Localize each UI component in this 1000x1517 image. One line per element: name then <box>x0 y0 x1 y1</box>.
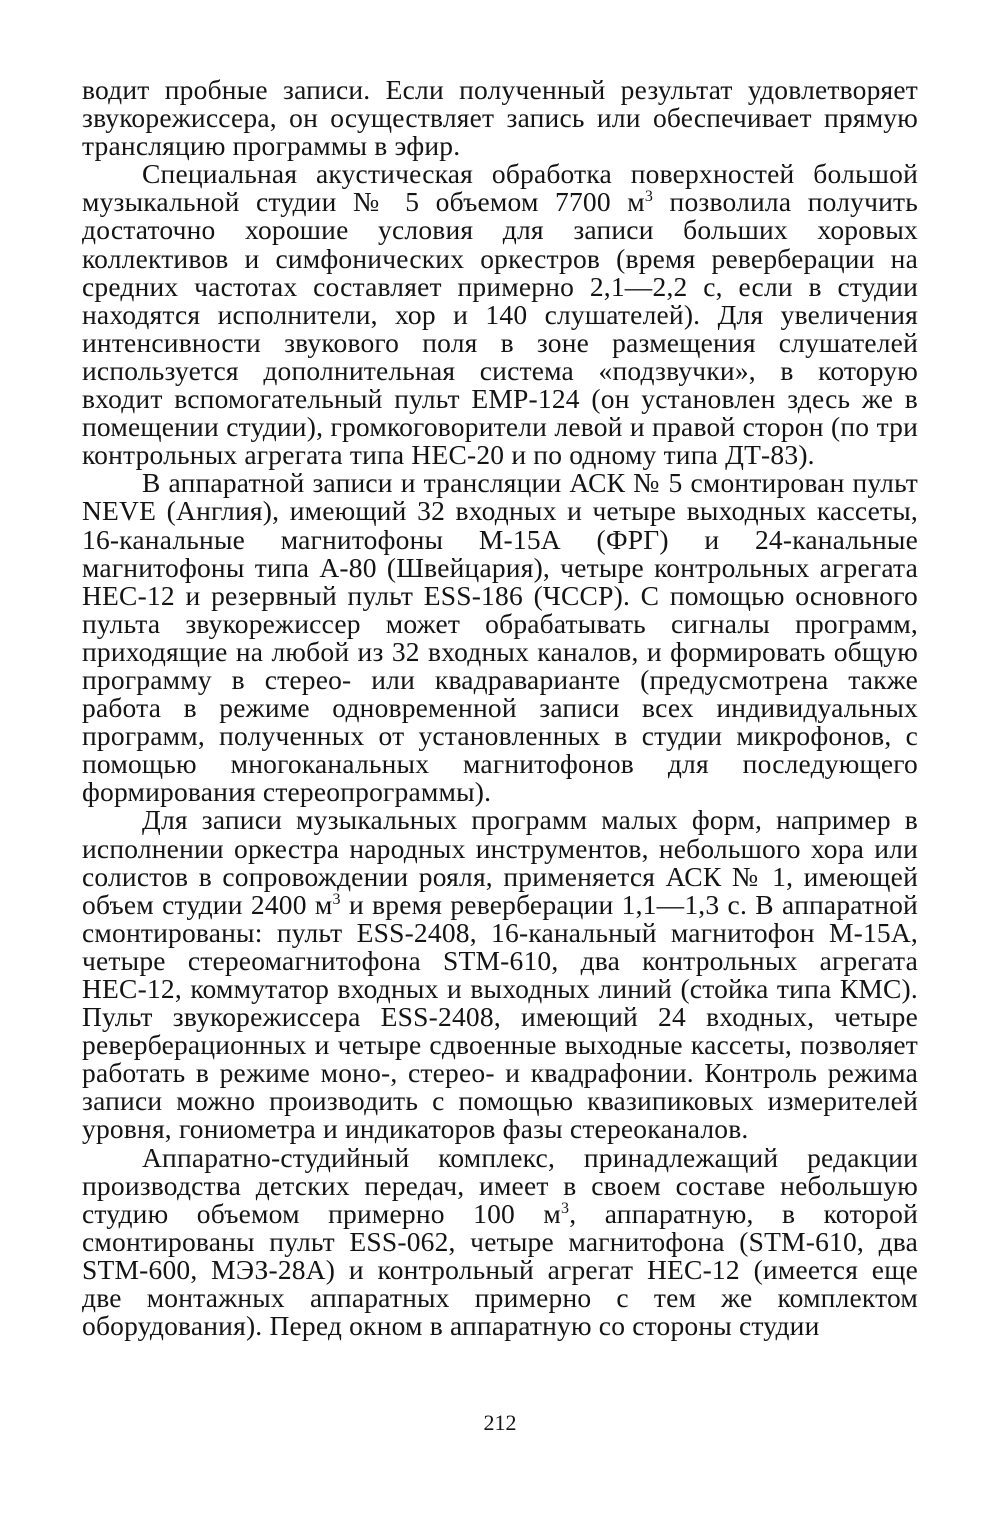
paragraph-4-part-1: Для записи музыкальных программ малых форм, например в исполнении оркестра народных инструментов, небольшого хора или солистов в сопровождении рояля, применяется АСК № 1, имеющей объем студии 2400 м <box>82 804 918 920</box>
paragraph-2 <box>82 160 918 469</box>
page-number: 212 <box>483 1410 517 1435</box>
superscript-cubed: 3 <box>644 188 654 206</box>
paragraph-3: В аппаратной записи и трансляции АСК № 5 смонтирован пульт NEVE (Англия), имеющий 32 входных и четыре выходных кассеты, 16-канальные магнитофоны М-15А (ФРГ) и 24-канальные магнитофоны типа А-80 (Швейцария), четыре контрольных агрегата НЕС-12 и резервный пульт ESS-186 (ЧССР). С помощью основного пульта звукорежиссер может обрабатывать сигналы программ, приходящие на любой из 32 входных каналов, и формировать общую программу в стерео- или квадраварианте (предусмотрена также работа в режиме одновременной записи всех индивидуальных программ, полученных от установленных в студии микрофонов, с помощью многоканальных магнитофонов для последующего формирования стереопрограммы). <box>82 467 918 808</box>
superscript-cubed: 3 <box>332 890 341 908</box>
page-body <box>82 76 918 1340</box>
paragraph-2-part-2: позволила получить достаточно хорошие условия для записи больших хоровых коллективов и симфонических оркестров (время реверберации на средних частотах составляет примерно 2,1—2,2 с, если в студии находятся исполнители, хор и 140 слушателей). Для увеличения интенсивности звукового поля в зоне размещения слушателей используется дополнительная система «подзвучки», в которую входит вспомогательный пульт ЕМР-124 (он установлен здесь же в помещении студии), громкоговорители левой и правой сторон (по три контрольных агрегата типа НЕС-20 и по одному типа ДТ-83). <box>82 186 918 471</box>
paragraph-1: водит пробные записи. Если полученный результат удовлетворяет звукорежиссера, он осуществляет запись или обеспечивает прямую трансляцию программы в эфир. <box>82 74 918 162</box>
paragraph-4-part-2: и время реверберации 1,1—1,3 с. В аппаратной смонтированы: пульт ESS-2408, 16-канальный магнитофон М-15А, четыре стереомагнитофона STM-610, два контрольных агрегата НЕС-12, коммутатор входных и выходных линий (стойка типа КМС). Пульт звукорежиссера ESS-2408, имеющий 24 входных, четыре реверберационных и четыре сдвоенные выходные кассеты, позволяет работать в режиме моно-, стерео- и квадрафонии. Контроль режима записи можно производить с помощью квазипиковых измерителей уровня, гониометра и индикаторов фазы стереоканалов. <box>82 888 918 1145</box>
paragraph-5-part-1: Аппаратно-студийный комплекс, принадлежащий редакции производства детских передач, имеет в своем составе небольшую студию объемом примерно 100 м <box>82 1141 918 1229</box>
paragraph-5 <box>82 1141 918 1342</box>
paragraph-4 <box>82 806 918 1143</box>
superscript-cubed: 3 <box>561 1199 570 1217</box>
paragraph-5-part-2: , аппаратную, в которой смонтированы пульт ESS-062, четыре магнитофона (STM-610, два STM-600, МЭЗ-28А) и контрольный агрегат НЕС-12 (имеется еще две монтажных аппаратных примерно с тем же комплектом оборудования). Перед окном в аппаратную со стороны студии <box>82 1197 918 1342</box>
paragraph-2-part-1: Специальная акустическая обработка поверхностей большой музыкальной студии № 5 объемом 7700 м <box>82 158 918 218</box>
